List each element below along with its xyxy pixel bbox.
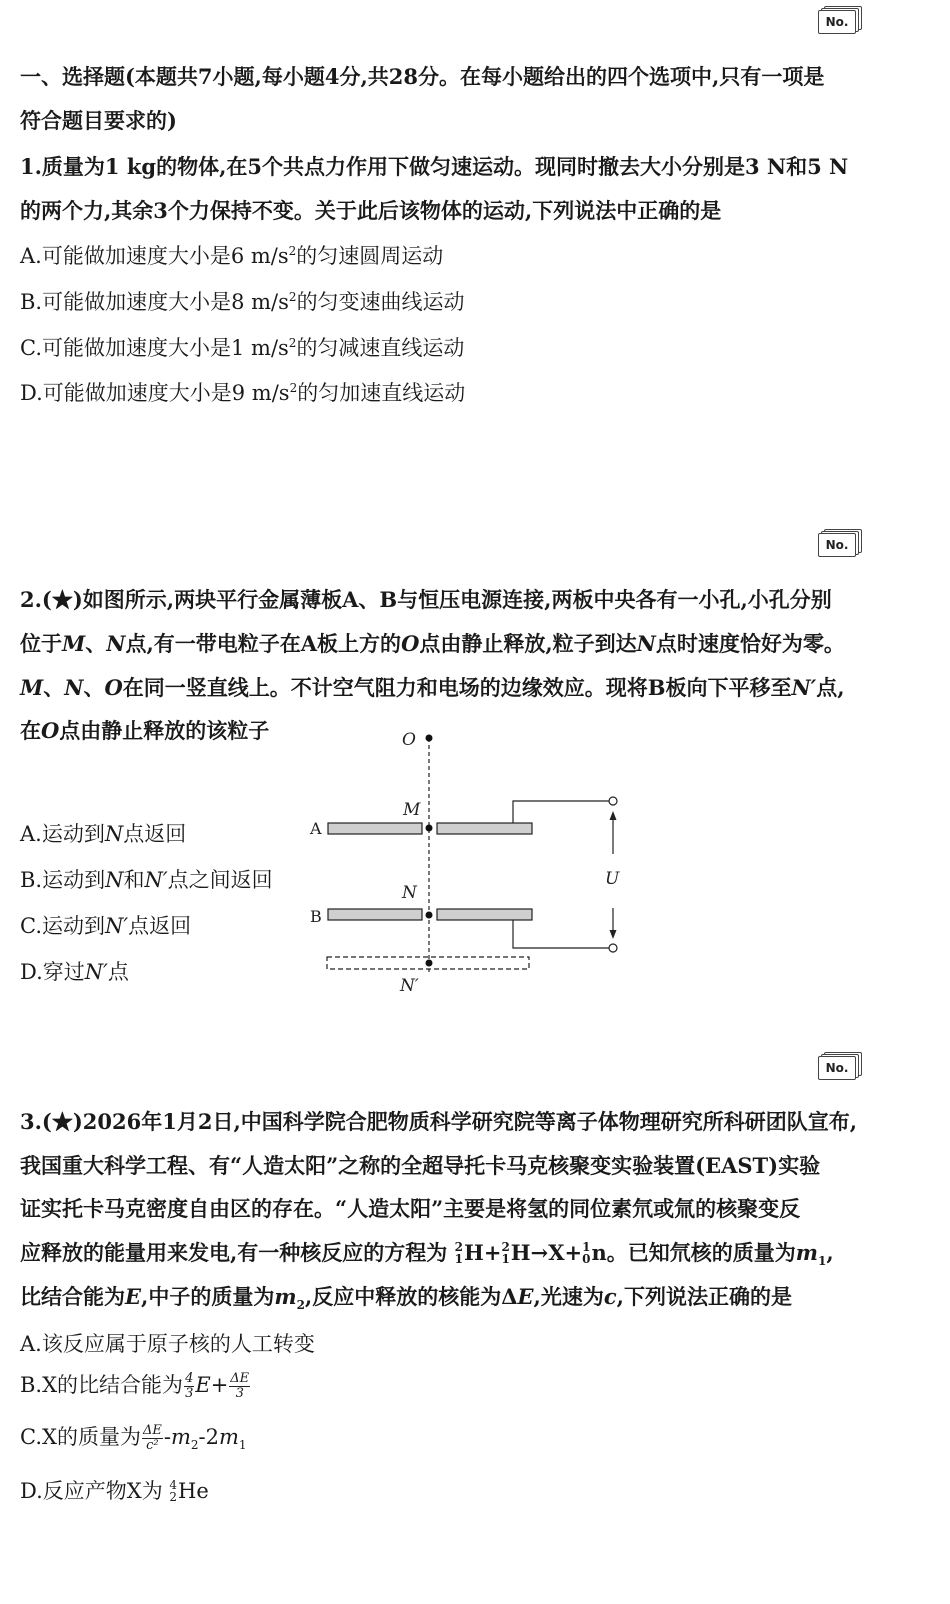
label-m: M (403, 800, 421, 820)
point-n (426, 912, 433, 919)
fraction-delta-e-thirds: $\frac{\Delta E}{3}$ (230, 1371, 250, 1401)
isotope-h2: 2 1 (501, 1239, 510, 1266)
q3-option-a[interactable]: A.该反应属于原子核的人工转变 (20, 1332, 315, 1356)
terminal-bottom (609, 944, 617, 952)
badge-label: No. (818, 533, 856, 557)
q3-stem-line2: 我国重大科学工程、有“人造太阳”之称的全超导托卡马克核聚变实验装置(EAST)实验 (20, 1153, 821, 1178)
number-badge-icon (818, 529, 860, 555)
q1-stem-line1: 1.质量为1 kg的物体,在5个共点力作用下做匀速运动。现同时撤去大小分别是3 N和5 N (20, 154, 849, 179)
q3-stem-line1: 3.(★)2026年1月2日,中国科学院合肥物质科学研究院等离子体物理研究所科研团队宣布, (20, 1109, 858, 1134)
point-m (426, 825, 433, 832)
q2-stem-line3: M、N、O在同一竖直线上。不计空气阻力和电场的边缘效应。现将B板向下平移至N′点, (20, 675, 845, 700)
label-n-prime: N′ (400, 976, 419, 996)
fraction-four-thirds: $\frac{4}{3}$ (185, 1371, 194, 1401)
label-u: U (605, 869, 620, 889)
label-o: O (402, 730, 416, 750)
q1-option-d[interactable]: D.可能做加速度大小是9 $m/s^2$的匀加速直线运动 (20, 381, 466, 405)
fraction-delta-e-c2: $\frac{\Delta E}{\text{c²}}$ (142, 1423, 162, 1453)
isotope-he: 4 2 (169, 1477, 178, 1504)
plate-a-right (437, 823, 532, 834)
terminal-top (609, 797, 617, 805)
q2-stem-line4: 在O点由静止释放的该粒子 (20, 718, 270, 743)
q2-option-b[interactable]: B.运动到N和N′点之间返回 (20, 868, 273, 892)
section-title-line2: 符合题目要求的) (20, 108, 177, 133)
badge-label: No. (818, 1056, 856, 1080)
wire-top (513, 801, 610, 823)
q1-option-c[interactable]: C.可能做加速度大小是1 $m/s^2$的匀减速直线运动 (20, 336, 465, 360)
plate-b-left (328, 909, 422, 920)
q1-stem-line2: 的两个力,其余3个力保持不变。关于此后该物体的运动,下列说法中正确的是 (20, 198, 722, 223)
section-title-line1: 一、选择题(本题共7小题,每小题4分,共28分。在每小题给出的四个选项中,只有一项是 (20, 64, 825, 89)
number-badge-icon (818, 1052, 860, 1078)
point-o (426, 735, 433, 742)
q1-option-a[interactable]: A.可能做加速度大小是6 $m/s^2$的匀速圆周运动 (20, 244, 444, 268)
q3-option-c[interactable]: C.X的质量为 $\frac{\Delta E}{\text{c²}}$ $-m_2-2m_1$ (20, 1423, 247, 1453)
point-n-prime (426, 960, 433, 967)
arrowhead-down-icon (610, 930, 617, 939)
q3-stem-line3: 证实托卡马克密度自由区的存在。“人造太阳”主要是将氢的同位素氘或氚的核聚变反 (20, 1196, 801, 1221)
q3-stem-line5: 比结合能为E,中子的质量为$m_2$,反应中释放的核能为ΔE,光速为c,下列说法正确的是 (20, 1284, 792, 1313)
number-badge-icon (818, 6, 860, 32)
isotope-n: 1 0 (582, 1239, 591, 1266)
q2-option-c[interactable]: C.运动到N′点返回 (20, 914, 192, 938)
label-n: N (402, 883, 417, 903)
label-b: B (310, 907, 322, 926)
q2-stem-line1: 2.(★)如图所示,两块平行金属薄板A、B与恒压电源连接,两板中央各有一小孔,小孔分别 (20, 587, 832, 612)
plate-a-left (328, 823, 422, 834)
arrowhead-up-icon (610, 811, 617, 820)
plate-b-right (437, 909, 532, 920)
q1-option-b[interactable]: B.可能做加速度大小是8 $m/s^2$的匀变速曲线运动 (20, 290, 465, 314)
parallel-plates-figure (300, 720, 640, 1010)
q2-option-d[interactable]: D.穿过N′点 (20, 960, 129, 984)
wire-bottom (513, 920, 610, 948)
isotope-h1: 2 1 (454, 1239, 463, 1266)
q3-option-d[interactable]: D.反应产物X为 4 2 He (20, 1477, 209, 1504)
badge-label: No. (818, 10, 856, 34)
q2-stem-line2: 位于M、N点,有一带电粒子在A板上方的O点由静止释放,粒子到达N点时速度恰好为零。 (20, 631, 845, 656)
q3-stem-line4: 应释放的能量用来发电,有一种核反应的方程为 2 1 H+ 2 1 H→X+ 1 0 n。已知氘核的质量为$m_1$, (20, 1239, 834, 1269)
q3-option-b[interactable]: B.X的比结合能为 $\frac{4}{3}$ E+ $\frac{\Delta E}{3}$ (20, 1371, 250, 1401)
q2-option-a[interactable]: A.运动到N点返回 (20, 822, 187, 846)
label-a: A (310, 819, 322, 838)
